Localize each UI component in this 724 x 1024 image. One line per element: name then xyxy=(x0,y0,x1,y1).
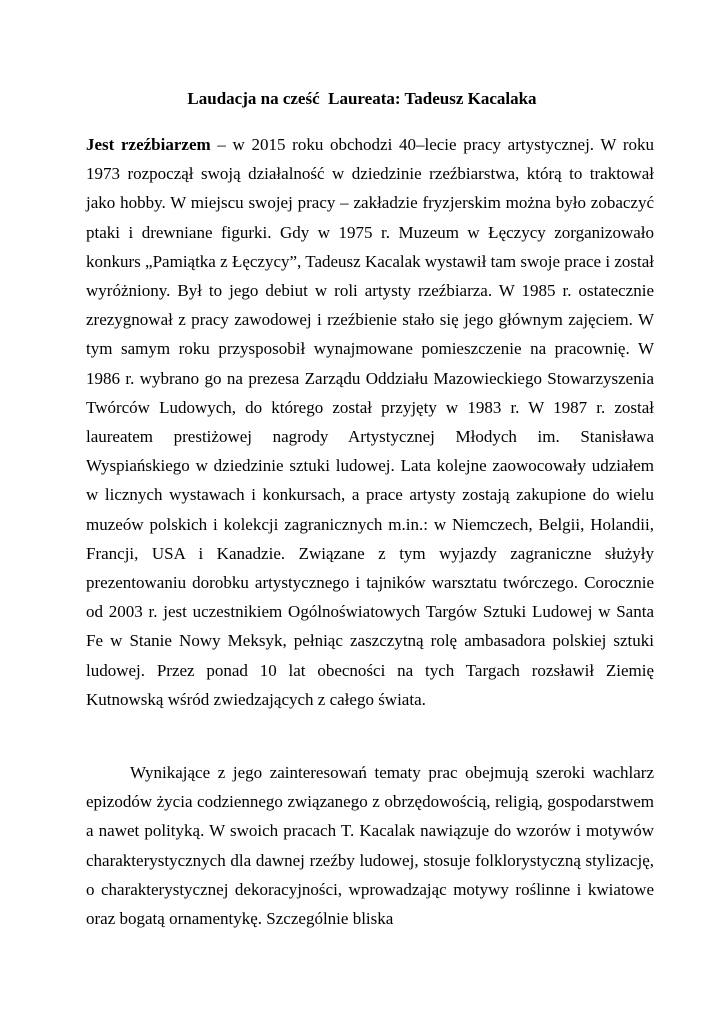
paragraph-2-text: Wynikające z jego zainteresowań tematy prac obejmują szeroki wachlarz epizodów życia codziennego związanego z obrzędowością, religią, gospodarstwem a nawet polityką. W swoich pracach T. Kacalak nawiązuje do wzorów i motywów charakterystycznych dla dawnej rzeźby ludowej, stosuje folklorystyczną stylizację, o charakterystycznej dekoracyjności, wprowadzając motywy roślinne i kwiatowe oraz bogatą ornamentykę. Szczególnie bliska xyxy=(86,763,654,929)
document-title: Laudacja na cześć Laureata: Tadeusz Kacalaka xyxy=(187,89,537,108)
paragraph-1-text: – w 2015 roku obchodzi 40–lecie pracy artystycznej. W roku 1973 rozpoczął swoją działalność w dziedzinie rzeźbiarstwa, którą to traktował jako hobby. W miejscu swojej pracy – zakładzie fryzjerskim można było zobaczyć ptaki i drewniane figurki. Gdy w 1975 r. Muzeum w Łęczycy zorganizowało konkurs „Pamiątka z Łęczycy”, Tadeusz Kacalak wystawił tam swoje prace i został wyróżniony. Był to jego debiut w roli artysty rzeźbiarza. W 1985 r. ostatecznie zrezygnował z pracy zawodowej i rzeźbienie stało się jego głównym zajęciem. W tym samym roku przysposobił wynajmowane pomieszczenie na pracownię. W 1986 r. wybrano go na prezesa Zarządu Oddziału Mazowieckiego Stowarzyszenia Twórców Ludowych, do którego został przyjęty w 1983 r. W 1987 r. został laureatem prestiżowej nagrody Artystycznej Młodych im. Stanisława Wyspiańskiego w dziedzinie sztuki ludowej. Lata kolejne zaowocowały udziałem w licznych wystawach i konkursach, a prace artysty zostają zakupione do wielu muzeów polskich i kolekcji zagranicznych m.in.: w Niemczech, Belgii, Holandii, Francji, USA i Kanadzie. Związane z tym wyjazdy zagraniczne służyły prezentowaniu dorobku artystycznego i tajników warsztatu twórczego. Corocznie od 2003 r. jest uczestnikiem Ogólnoświatowych Targów Sztuki Ludowej w Santa Fe w Stanie Nowy Meksyk, pełniąc zaszczytną rolę ambasadora polskiej sztuki ludowej. Przez ponad 10 lat obecności na tych Targach rozsławił Ziemię Kutnowską wśród zwiedzających z całego świata. xyxy=(86,135,655,709)
paragraph-1 xyxy=(86,130,654,714)
paragraph-2 xyxy=(86,758,654,933)
paragraph-1-lead: Jest rzeźbiarzem xyxy=(86,135,211,154)
